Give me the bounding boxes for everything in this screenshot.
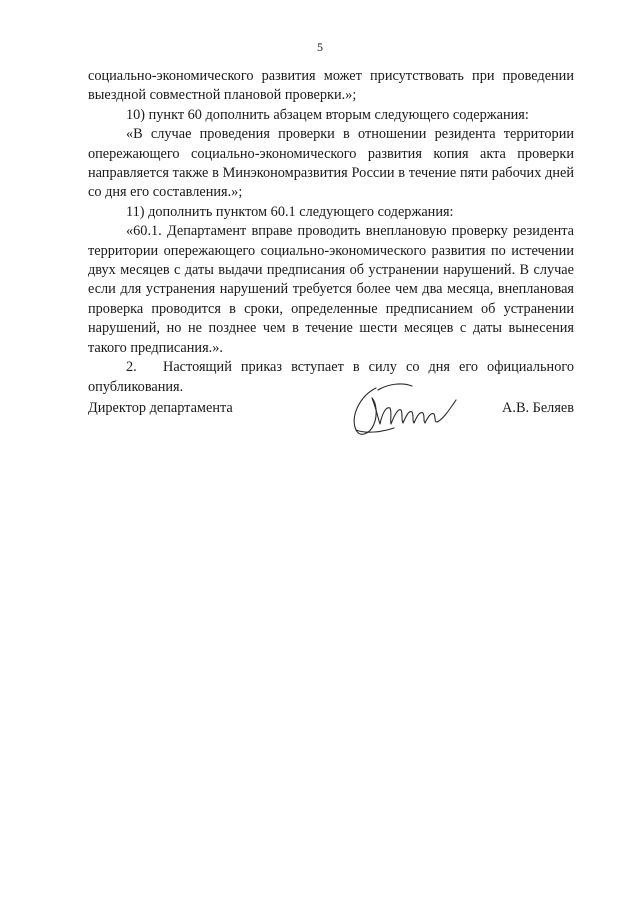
item-10-intro: 10) пункт 60 дополнить абзацем вторым следующего содержания: [126, 106, 529, 123]
paragraph-continuation: социально-экономического развития может присутствовать при проведении выездной совместной плановой проверки.»; [88, 68, 574, 104]
signer-title: Директор департамента [88, 400, 233, 416]
point-2-number: 2. [126, 359, 137, 376]
item-11-intro: 11) дополнить пунктом 60.1 следующего содержания: [126, 203, 454, 220]
item-11-quote: «60.1. Департамент вправе проводить внеплановую проверку резидента территории опережающего социально-экономического развития по истечении двух месяцев с даты выдачи предписания об устранении нарушений. В случае если для устранения нарушений требуется более чем два месяца, внеплановая проверка проводится в сроки, определенные предписанием об устранении нарушений, но не позднее чем в течение шести месяцев с даты вынесения такого предписания.». [88, 223, 574, 356]
point-2-text: Настоящий приказ вступает в силу со дня его официального опубликования. [88, 359, 574, 395]
item-10-quote: «В случае проведения проверки в отношении резидента территории опережающего социально-экономического развития копия акта проверки направляется также в Минэкономразвития России в течение пяти рабочих дней со дня его составления.»; [88, 126, 574, 201]
document-body [88, 67, 574, 397]
signature-icon [346, 378, 464, 440]
signature-block [88, 378, 574, 448]
page-number: 5 [317, 40, 323, 54]
signer-name: А.В. Беляев [502, 400, 574, 416]
